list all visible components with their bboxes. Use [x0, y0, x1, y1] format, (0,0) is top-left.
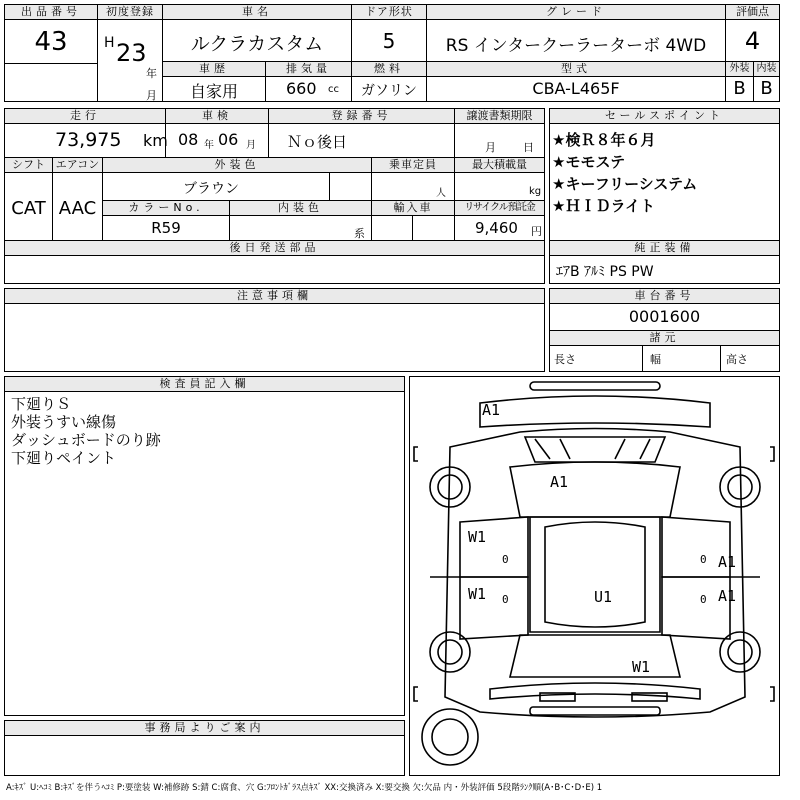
chassis-box: [549, 288, 780, 372]
equipment-box: [549, 240, 780, 284]
height-label: 高さ: [726, 353, 748, 366]
color-value: ブラウン: [183, 181, 239, 197]
inspector-line-1: 下廻りＳ: [11, 395, 72, 413]
mileage-label: 走行: [5, 109, 165, 124]
exterior-label: 外装: [726, 62, 753, 77]
car-name-label: 車名: [163, 5, 351, 20]
parts-label: 後日発送部品: [5, 241, 544, 256]
transfer-box: [454, 108, 545, 158]
equipment-label: 純正装備: [550, 241, 779, 256]
displacement-box: [265, 61, 352, 102]
plate-value: Ｎｏ後日: [287, 133, 348, 151]
lot-label: 出品番号: [5, 5, 97, 20]
interior-color-box: [229, 200, 372, 241]
office-label: 事務局よりご案内: [5, 721, 404, 736]
grade-value: RS インタークーラーターボ 4WD: [445, 36, 707, 56]
plate-label: 登録番号: [269, 109, 454, 124]
shift-box: [4, 157, 53, 241]
mileage-unit: km: [143, 131, 168, 150]
exterior-grade: B: [733, 78, 746, 99]
inspection-box: [165, 108, 269, 158]
inspector-line-3: ダッシュボードのり跡: [11, 431, 161, 449]
zero-mark-1: 0: [502, 553, 509, 566]
inspector-box: [4, 376, 405, 716]
year-unit: 年: [146, 67, 157, 80]
load-label: 最大積載量: [455, 158, 544, 173]
recycle-unit: 円: [531, 225, 542, 238]
color-no-value: R59: [151, 219, 181, 237]
inspector-label: 検査員記入欄: [5, 377, 404, 392]
ac-label: エアコン: [53, 158, 102, 173]
history-label: 車歴: [163, 62, 265, 77]
capacity-label: 乗車定員: [372, 158, 454, 173]
inspector-line-2: 外装うすい線傷: [11, 413, 117, 431]
score-label: 評価点: [726, 5, 779, 20]
sales-point-3: ★キーフリーシステム: [552, 175, 698, 193]
ac-box: [52, 157, 103, 241]
score-box: [725, 4, 780, 62]
car-name-box: [162, 4, 352, 62]
color-label: 外装色: [103, 158, 371, 173]
grade-label: グレード: [427, 5, 725, 20]
lot-number-box: [4, 4, 98, 102]
sales-point-2: ★モモステ: [552, 153, 626, 171]
equipment-value: ｴｱB ｱﾙﾐ PS PW: [556, 264, 654, 280]
shift-label: シフト: [5, 158, 52, 173]
zero-mark-2: 0: [502, 593, 509, 606]
door-label: ドア形状: [352, 5, 426, 20]
era: H: [104, 35, 115, 51]
shift-value: CAT: [11, 198, 46, 219]
car-diagram-svg: [410, 377, 780, 776]
interior-grade-box: [753, 61, 780, 102]
recycle-value: 9,460: [475, 219, 518, 237]
grade-box: [426, 4, 726, 62]
transfer-label: 譲渡書類期限: [455, 109, 544, 124]
doors-box: [351, 4, 427, 62]
doors-value: 5: [382, 29, 396, 53]
mark-left-rear: W1: [468, 585, 487, 603]
color-box: [102, 157, 372, 201]
recycle-label: リサイクル預託金: [455, 201, 544, 216]
model-code-box: [426, 61, 726, 102]
sales-points-box: [549, 108, 780, 241]
chassis-label: 車台番号: [550, 289, 779, 304]
lot-number: 43: [34, 27, 68, 57]
notes-box: [4, 288, 545, 372]
interior-grade: B: [760, 78, 773, 99]
first-registration-box: [97, 4, 163, 102]
mileage-value: 73,975: [55, 129, 122, 151]
parts-box: [4, 240, 545, 284]
inspector-line-4: 下廻りペイント: [11, 449, 117, 467]
chassis-value: 0001600: [628, 307, 701, 326]
fuel-label: 燃料: [352, 62, 426, 77]
notes-label: 注意事項欄: [5, 289, 544, 304]
color-no-label: カラーNo.: [103, 201, 229, 216]
history-box: [162, 61, 266, 102]
sales-point-1: ★検Ｒ８年６月: [552, 131, 656, 149]
legend-text: A:ｷｽﾞ U:ﾍｺﾐ B:ｷｽﾞを伴うﾍｺﾐ P:要塗装 W:補修跡 S:錆 C:腐食、穴 G:ﾌﾛﾝﾄｶﾞﾗｽ点ｷｽﾞ XX:交換済み X:要交換 欠:欠品 内・外装評価 5段階ﾗﾝｸ順(A･B･C･D･E) 1: [6, 783, 603, 793]
mark-left-front: W1: [468, 528, 487, 546]
zero-mark-4: 0: [700, 593, 707, 606]
import-box: [371, 200, 455, 241]
car-name: ルクラカスタム: [190, 33, 324, 55]
inspection-year: 08: [178, 130, 199, 149]
cc-unit: cc: [328, 84, 339, 95]
transfer-month: 月: [485, 141, 496, 154]
mark-front-bumper: A1: [482, 401, 501, 419]
mark-hood: A1: [550, 473, 569, 491]
capacity-unit: 人: [436, 188, 446, 199]
load-unit: kg: [529, 186, 542, 197]
mark-roof: U1: [594, 588, 613, 606]
reg-year: 23: [116, 39, 147, 67]
inspection-month: 06: [218, 130, 239, 149]
mark-right-rear: A1: [718, 587, 737, 605]
load-box: [454, 157, 545, 201]
capacity-box: [371, 157, 455, 201]
sales-point-4: ★ＨＩＤライト: [552, 197, 655, 215]
ac-value: AAC: [58, 198, 97, 219]
color-no-box: [102, 200, 230, 241]
plate-box: [268, 108, 455, 158]
month-unit: 月: [146, 89, 157, 102]
fuel-value: ガソリン: [361, 83, 417, 99]
width-label: 幅: [650, 353, 661, 366]
interior-color-label: 内装色: [230, 201, 371, 216]
zero-mark-3: 0: [700, 553, 707, 566]
mileage-box: [4, 108, 166, 158]
fuel-box: [351, 61, 427, 102]
sales-points-label: セールスポイント: [550, 109, 779, 124]
inspection-year-unit: 年: [204, 140, 214, 151]
length-label: 長さ: [554, 353, 576, 366]
displacement-label: 排気量: [266, 62, 351, 77]
score-value: 4: [744, 27, 761, 55]
exterior-grade-box: [725, 61, 754, 102]
model-label: 型式: [427, 62, 725, 77]
displacement-value: 660: [286, 79, 317, 98]
interior-color-unit: 系: [354, 227, 365, 240]
history-value: 自家用: [189, 82, 238, 101]
inspection-label: 車検: [166, 109, 268, 124]
office-box: [4, 720, 405, 776]
first-reg-label: 初度登録: [98, 5, 162, 20]
interior-label: 内装: [754, 62, 779, 77]
mark-right-front: A1: [718, 553, 737, 571]
specs-label: 諸元: [550, 330, 779, 346]
import-label: 輸入車: [372, 201, 454, 216]
transfer-day: 日: [523, 141, 534, 154]
inspection-month-unit: 月: [246, 140, 256, 151]
damage-diagram: [409, 376, 780, 776]
recycle-box: [454, 200, 545, 241]
model-code: CBA-L465F: [532, 79, 620, 98]
mark-rear: W1: [632, 658, 651, 676]
